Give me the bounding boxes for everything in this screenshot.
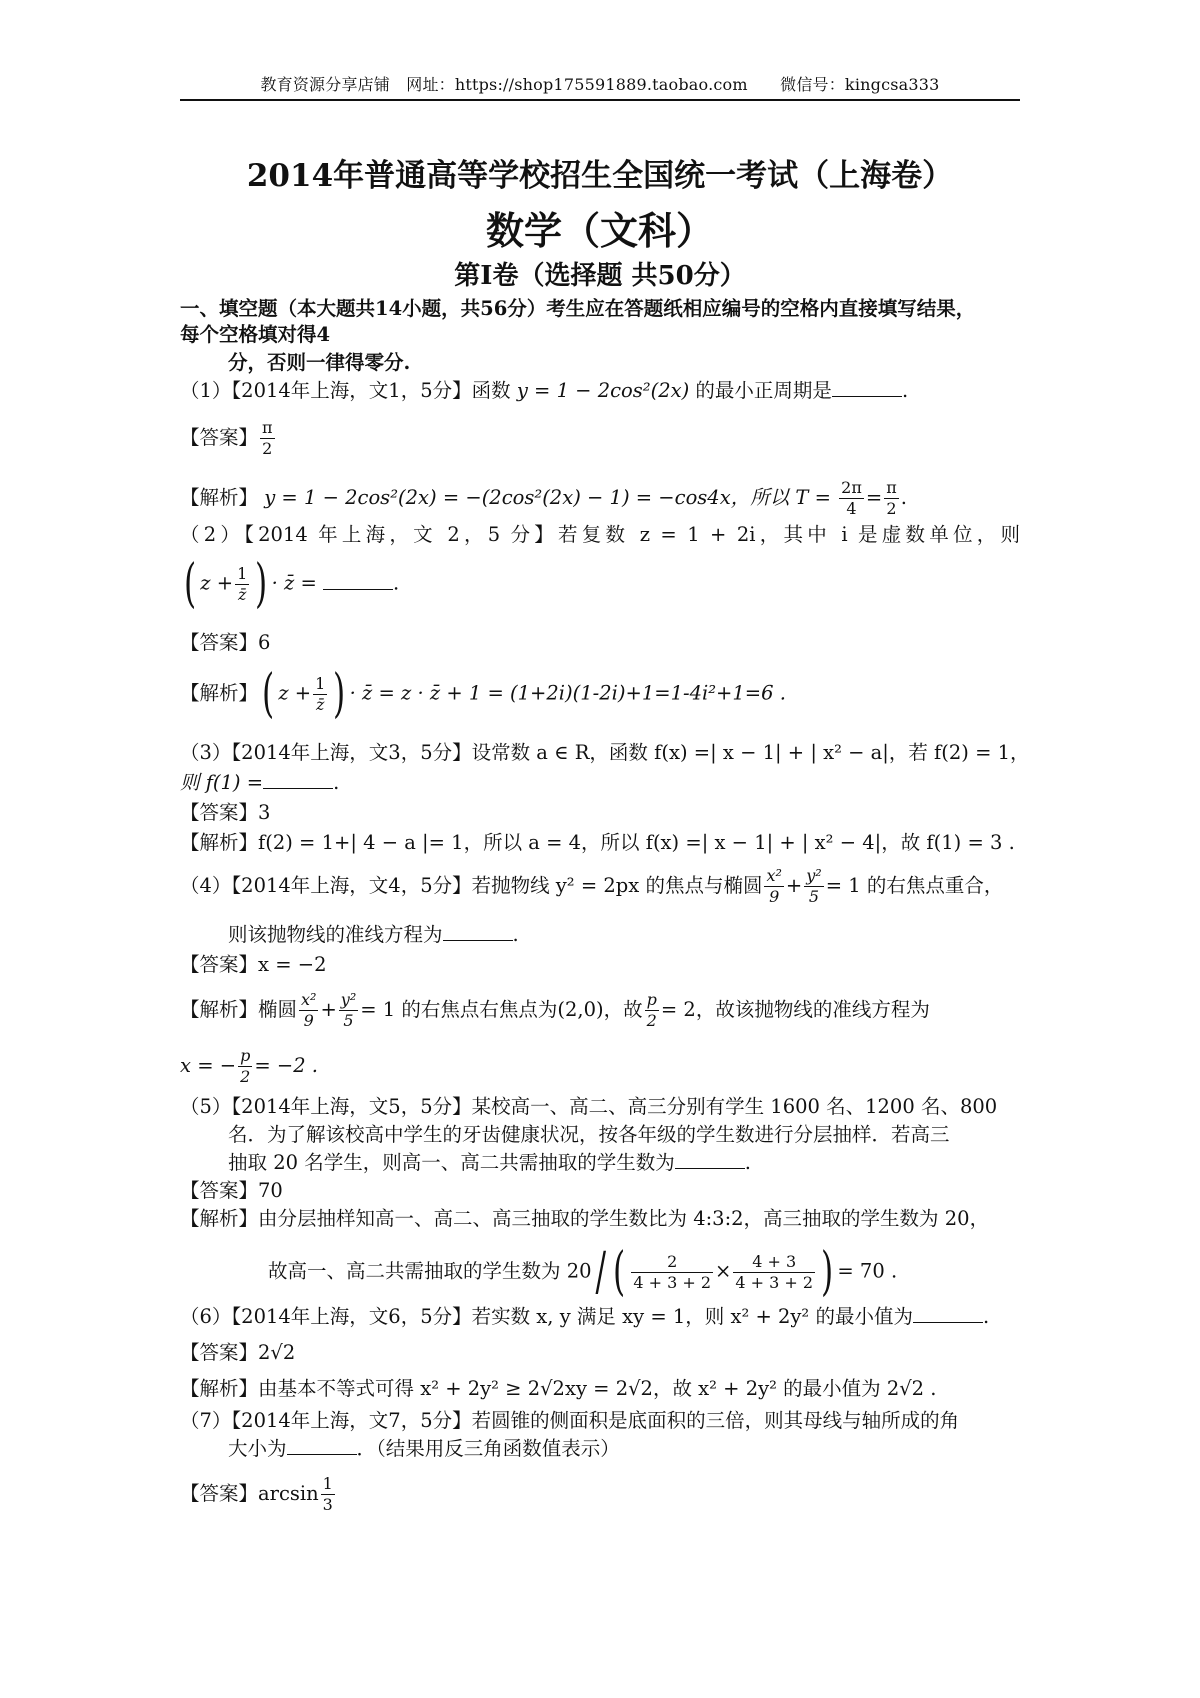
denominator: 2 — [260, 438, 275, 459]
header-rule — [180, 99, 1020, 101]
explanation-1 — [180, 478, 1020, 519]
fraction — [804, 866, 823, 907]
paren-left: ( — [184, 554, 197, 614]
answer-label: 【答案】 — [180, 426, 259, 449]
subject-title: 数学（文科） — [485, 208, 714, 253]
fraction — [321, 1474, 335, 1515]
question-7: （7）【2014年上海，文7，5分】若圆锥的侧面积是底面积的三倍，则其母线与轴所成的角 — [180, 1409, 960, 1432]
explanation-5-line-2 — [268, 1242, 1108, 1302]
explanation-label: 【解析】 — [180, 486, 259, 509]
paren-left: ( — [262, 664, 275, 724]
explanation-text: y = 1 − 2cos²(2x) = −(2cos²(2x) − 1) = −cos4x，所以 T = — [264, 486, 831, 509]
question-5-line-2: 名．为了解该校高中学生的牙齿健康状况，按各年级的学生数进行分层抽样．若高三 — [228, 1123, 950, 1146]
explanation-6: 【解析】由基本不等式可得 x² + 2y² ≥ 2√2xy = 2√2，故 x² + 2y² 的最小值为 2√2 . — [180, 1377, 937, 1400]
q7-text: 大小为 — [228, 1437, 287, 1460]
answer-blank — [323, 571, 393, 590]
answer-blank — [287, 1436, 357, 1455]
page-header: 教育资源分享店铺 网址：https://shop175591889.taobao.com 微信号：kingcsa333 — [260, 75, 940, 94]
q5-text: 抽取 20 名学生，则高一、高二共需抽取的学生数为 — [228, 1151, 675, 1174]
equals: = — [865, 486, 883, 509]
answer-5: 【答案】70 — [180, 1179, 283, 1202]
fraction — [238, 1046, 252, 1087]
explanation-3: 【解析】f(2) = 1+| 4 − a |= 1，所以 a = 4，所以 f(x) =| x − 1| + | x² − 4|，故 f(1) = 3 . — [180, 831, 1015, 854]
q1-prefix: （1）【2014年上海，文1，5分】函数 — [180, 379, 511, 402]
numerator: 4 + 3 — [752, 1251, 797, 1271]
answer-3: 【答案】3 — [180, 801, 271, 824]
answer-4: 【答案】x = −2 — [180, 953, 327, 976]
expr-pre: z + — [278, 681, 312, 705]
answer-text: 【答案】arcsin — [180, 1482, 319, 1505]
explanation-mid: = 1 的右焦点右焦点为(2,0)，故 — [360, 998, 643, 1021]
numerator: x² — [301, 990, 317, 1009]
question-6: （6）【2014年上海，文6，5分】若实数 x, y 满足 xy = 1，则 x² + 2y² 的最小值为 . — [180, 1305, 990, 1328]
q4-text: （4）【2014年上海，文4，5分】若抛物线 y² = 2px 的焦点与椭圆 — [180, 874, 763, 897]
times: × — [715, 1259, 732, 1283]
answer-blank — [443, 922, 513, 941]
fraction — [313, 674, 327, 715]
question-2: （2）【2014 年上海，文 2，5 分】若复数 z = 1 + 2i，其中 i 是虚数单位，则 — [180, 523, 1020, 546]
section-instructions-1: 一、填空题（本大题共14小题，共56分）考生应在答题纸相应编号的空格内直接填写结果， — [180, 297, 976, 320]
denominator: 2 — [238, 1066, 252, 1087]
answer-blank — [832, 378, 902, 397]
expr-post: · z̄ = — [271, 571, 317, 595]
answer-blank — [263, 770, 333, 789]
denominator: 9 — [299, 1010, 318, 1031]
question-3: （3）【2014年上海，文3，5分】设常数 a ∈ R，函数 f(x) =| x − 1| + | x² − a|，若 f(2) = 1， — [180, 741, 1030, 764]
fraction — [764, 866, 783, 907]
numerator: 1 — [315, 673, 326, 693]
paren-right: ) — [333, 664, 346, 724]
numerator: π — [886, 478, 897, 497]
period: . — [900, 486, 907, 509]
denominator: 3 — [322, 1495, 333, 1514]
explanation-label: 【解析】 — [180, 681, 259, 705]
explanation-post: = 2，故该抛物线的准线方程为 — [660, 998, 930, 1021]
answer-6: 【答案】2√2 — [180, 1341, 296, 1364]
question-4 — [180, 866, 1020, 907]
paren-right: ) — [821, 1242, 834, 1302]
question-4-line-2: 则该抛物线的准线方程为 . — [228, 923, 519, 946]
denominator: 2 — [884, 498, 899, 519]
paren-left: ( — [613, 1242, 626, 1302]
fraction — [260, 418, 275, 459]
numerator: y² — [806, 866, 822, 885]
fraction — [631, 1252, 713, 1293]
question-5: （5）【2014年上海，文5，5分】某校高一、高二、高三分别有学生 1600 名、1200 名、800 — [180, 1095, 998, 1118]
numerator: 2π — [841, 478, 862, 497]
answer-7 — [180, 1474, 1020, 1515]
answer-blank — [675, 1150, 745, 1169]
fraction — [839, 478, 864, 519]
explanation-5: 【解析】由分层抽样知高一、高二、高三抽取的学生数比为 4:3:2，高三抽取的学生数为 20， — [180, 1207, 990, 1230]
explanation-2 — [180, 664, 1020, 724]
denominator: 5 — [339, 1010, 358, 1031]
answer-1 — [180, 418, 1020, 459]
answer-2: 【答案】6 — [180, 631, 271, 654]
denominator: 4 + 3 + 2 — [633, 1272, 712, 1292]
question-5-line-3: 抽取 20 名学生，则高一、高二共需抽取的学生数为 . — [228, 1151, 751, 1174]
section-instructions-2: 每个空格填对得4 — [180, 323, 331, 346]
q7-text-post: ．（结果用反三角函数值表示） — [356, 1437, 620, 1460]
q3-text: 则 f(1) = — [180, 771, 264, 794]
explanation-4 — [180, 990, 1020, 1031]
expr-post: · z̄ = z · z̄ + 1 = (1+2i)(1-2i)+1=1-4i²+1=6 . — [349, 681, 786, 705]
denominator: 2 — [645, 1010, 659, 1031]
question-7-line-2 — [228, 1436, 1068, 1462]
denominator: 5 — [804, 886, 823, 907]
fraction — [235, 564, 249, 605]
explanation-post: = 70 . — [837, 1259, 898, 1283]
numerator: 1 — [237, 563, 248, 583]
denominator: 9 — [764, 886, 783, 907]
explanation-text: 故高一、高二共需抽取的学生数为 20 — [268, 1259, 592, 1283]
q1-formula: y = 1 − 2cos²(2x) — [516, 379, 690, 402]
q4-text-2: 则该抛物线的准线方程为 — [228, 923, 443, 946]
section-instructions-3: 分，否则一律得零分. — [228, 351, 411, 374]
fraction — [299, 990, 318, 1031]
plus: + — [320, 998, 337, 1021]
fraction — [884, 478, 899, 519]
numerator: π — [262, 418, 273, 437]
numerator: x² — [766, 866, 782, 885]
plus: + — [785, 874, 803, 897]
explanation-text: 【解析】椭圆 — [180, 998, 298, 1021]
expr-pre: z + — [200, 571, 234, 595]
q1-suffix: 的最小正周期是 — [695, 379, 832, 402]
fraction — [645, 990, 659, 1031]
expr-post: = −2 . — [254, 1054, 319, 1077]
explanation-4-line-2 — [180, 1046, 1020, 1087]
expr-pre: x = − — [180, 1054, 237, 1077]
numerator: y² — [340, 990, 357, 1009]
question-1: （1）【2014年上海，文1，5分】函数 y = 1 − 2cos²(2x) 的最小正周期是 . — [180, 379, 909, 402]
numerator: p — [646, 990, 657, 1009]
q4-text-post: = 1 的右焦点重合， — [825, 874, 1004, 897]
exam-title: 2014年普通高等学校招生全国统一考试（上海卷） — [246, 158, 954, 194]
denominator: 4 + 3 + 2 — [735, 1272, 814, 1292]
denominator: z̄ — [313, 694, 327, 715]
question-3-line-2: 则 f(1) = . — [180, 771, 340, 794]
fraction — [733, 1252, 815, 1293]
part-title: 第Ⅰ卷（选择题 共50分） — [454, 261, 746, 291]
q6-text: （6）【2014年上海，文6，5分】若实数 x, y 满足 xy = 1，则 x² + 2y² 的最小值为 — [180, 1305, 913, 1328]
denominator: z̄ — [235, 584, 249, 605]
slash: / — [595, 1242, 606, 1302]
denominator: 4 — [839, 498, 864, 519]
answer-blank — [913, 1304, 983, 1323]
numerator: 2 — [667, 1251, 678, 1271]
paren-right: ) — [255, 554, 268, 614]
question-2-expression: ( z + $\frac{1}{z̄}$ ) · z̄ = . — [184, 554, 400, 614]
fraction — [339, 990, 358, 1031]
numerator: 1 — [322, 1474, 333, 1493]
numerator: p — [240, 1046, 251, 1065]
